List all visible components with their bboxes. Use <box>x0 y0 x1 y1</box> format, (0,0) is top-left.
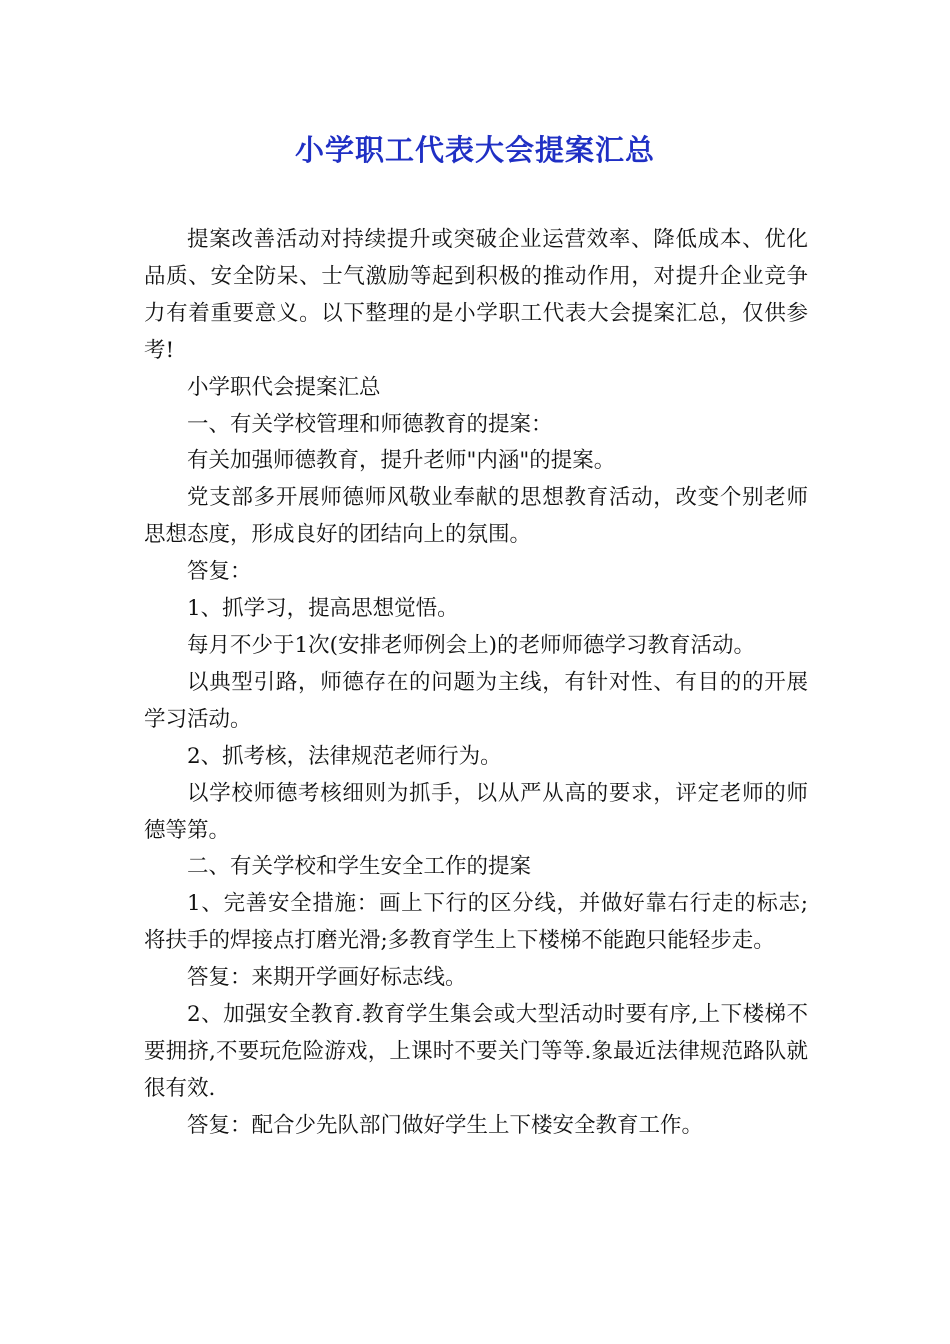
reply-paragraph: 答复：来期开学画好标志线。 <box>187 965 467 991</box>
document-body <box>144 222 808 1145</box>
paragraph: 2、抓考核，法律规范老师行为。 <box>187 743 502 769</box>
paragraph: 以学校师德考核细则为抓手，以从严从高的要求，评定老师的师德等第。 <box>144 780 808 843</box>
reply-label: 答复： <box>187 559 252 585</box>
paragraph: 以典型引路，师德存在的问题为主线，有针对性、有目的的开展学习活动。 <box>144 669 808 732</box>
paragraph-subtitle: 小学职代会提案汇总 <box>187 374 381 400</box>
document-title: 小学职工代表大会提案汇总 <box>294 133 655 167</box>
paragraph: 1、抓学习，提高思想觉悟。 <box>187 596 459 622</box>
paragraph: 每月不少于1次(安排老师例会上)的老师师德学习教育活动。 <box>187 632 755 658</box>
proposal-title: 有关加强师德教育，提升老师"内涵"的提案。 <box>187 448 616 474</box>
reply-paragraph: 答复：配合少先队部门做好学生上下楼安全教育工作。 <box>187 1112 704 1138</box>
section-heading-2: 二、有关学校和学生安全工作的提案 <box>187 854 532 880</box>
paragraph: 1、完善安全措施：画上下行的区分线，并做好靠右行走的标志;将扶手的焊接点打磨光滑;多教育学生上下楼梯不能跑只能轻步走。 <box>144 891 808 954</box>
paragraph: 党支部多开展师德师风敬业奉献的思想教育活动，改变个别老师思想态度，形成良好的团结向上的氛围。 <box>144 485 808 548</box>
paragraph: 2、加强安全教育.教育学生集会或大型活动时要有序,上下楼梯不要拥挤,不要玩危险游戏，上课时不要关门等等.象最近法律规范路队就很有效. <box>144 1002 808 1101</box>
paragraph-intro: 提案改善活动对持续提升或突破企业运营效率、降低成本、优化品质、安全防呆、士气激励等起到积极的推动作用，对提升企业竞争力有着重要意义。以下整理的是小学职工代表大会提案汇总，仅供参考! <box>144 227 808 363</box>
section-heading-1: 一、有关学校管理和师德教育的提案： <box>187 411 553 437</box>
